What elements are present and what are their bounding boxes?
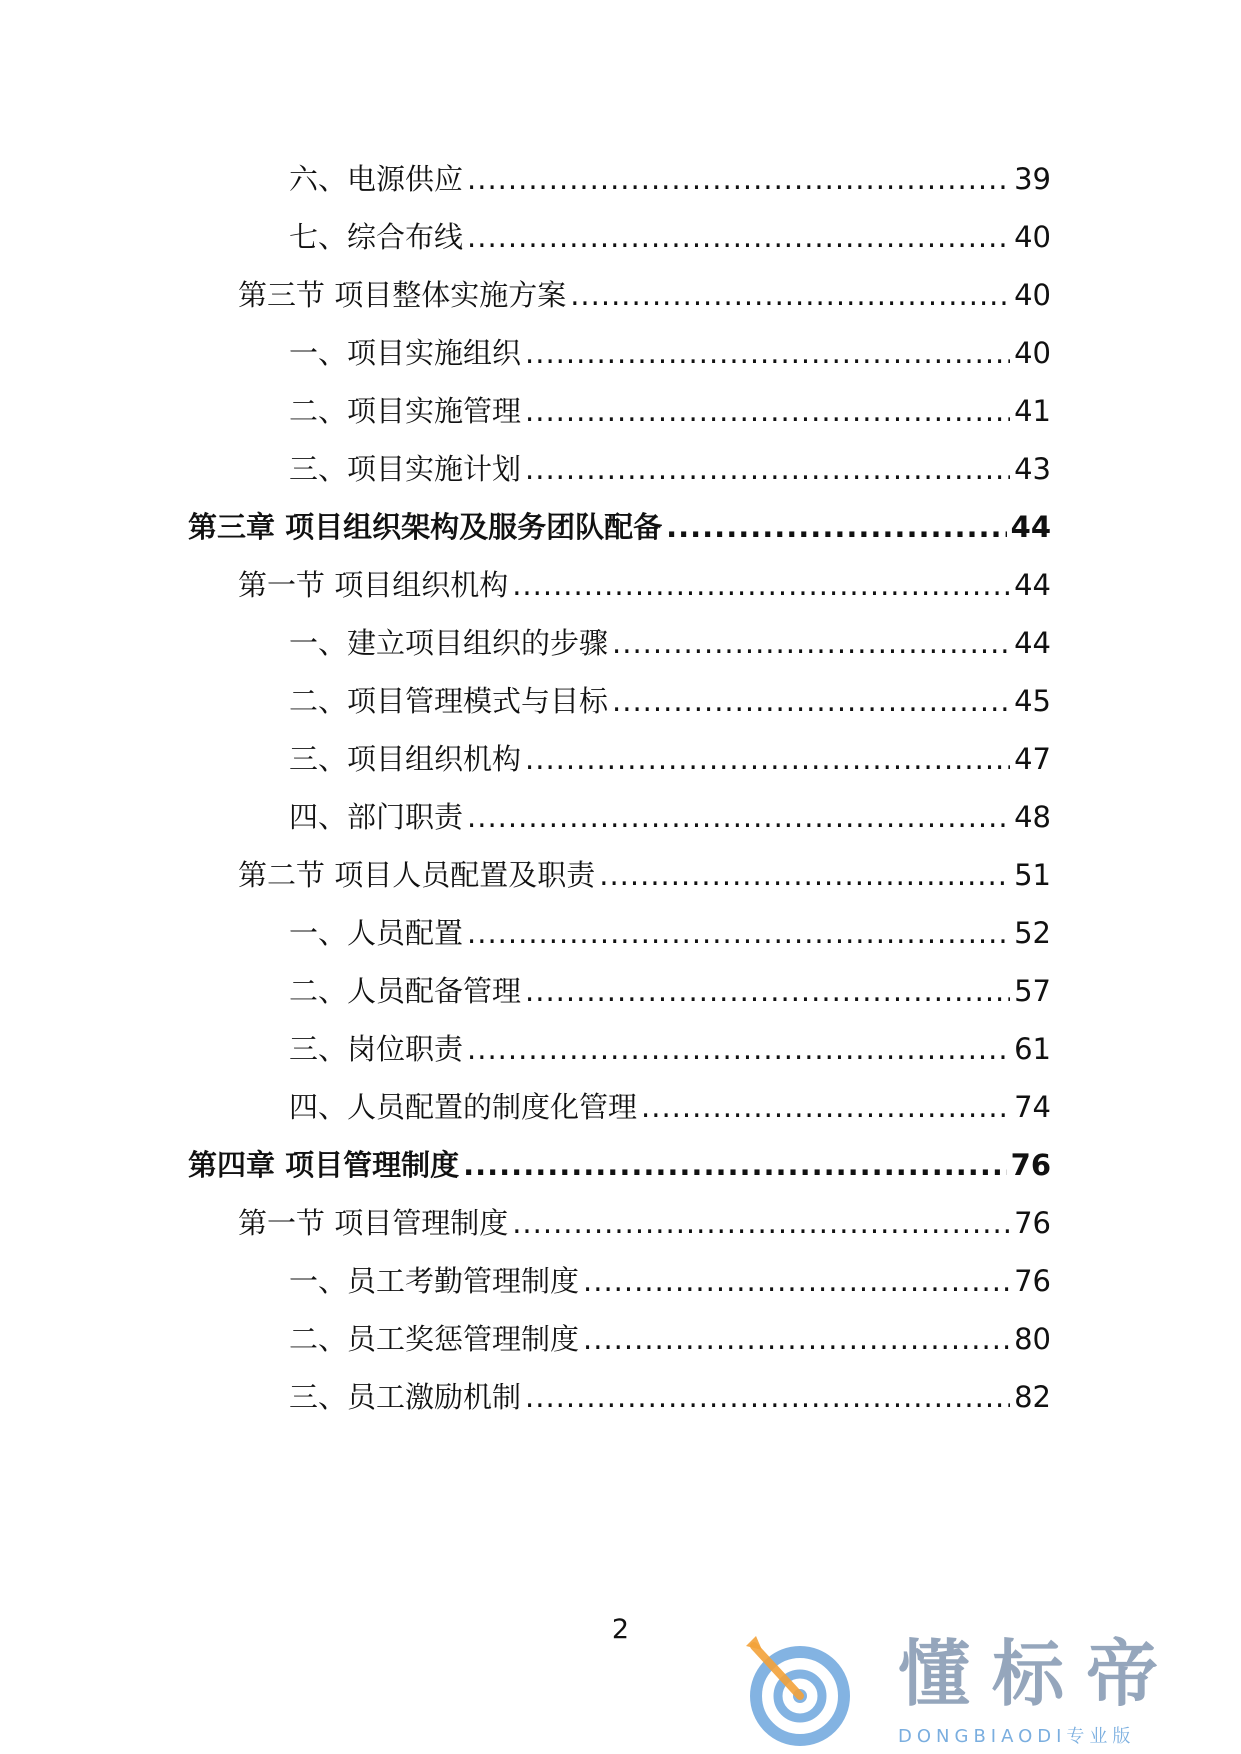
toc-entry-title: 第一节 项目管理制度	[238, 1206, 509, 1238]
toc-leader-dots	[512, 571, 1010, 600]
toc-entry-title: 二、人员配备管理	[289, 974, 522, 1006]
toc-entry[interactable]	[289, 666, 1051, 716]
toc-leader-dots	[599, 861, 1010, 890]
toc-entry-title: 二、员工奖惩管理制度	[289, 1322, 580, 1354]
toc-entry[interactable]	[289, 724, 1051, 774]
toc-entry-page: 40	[1014, 336, 1051, 368]
toc-entry-page: 43	[1014, 452, 1051, 484]
toc-entry-title: 三、员工激励机制	[289, 1380, 522, 1412]
toc-entry-title: 四、部门职责	[289, 800, 464, 832]
toc-entry-title: 一、员工考勤管理制度	[289, 1264, 580, 1296]
watermark-brand: 懂标帝	[898, 1632, 1181, 1716]
toc-entry[interactable]	[289, 1362, 1051, 1412]
toc-entry-title: 一、人员配置	[289, 916, 464, 948]
toc-leader-dots	[467, 223, 1010, 252]
toc-entry-page: 74	[1014, 1090, 1051, 1122]
toc-leader-dots	[467, 165, 1010, 194]
toc-entry-page: 40	[1014, 278, 1051, 310]
toc-leader-dots	[583, 1325, 1010, 1354]
toc-entry-page: 47	[1014, 742, 1051, 774]
toc-leader-dots	[612, 687, 1010, 716]
toc-chapter-entry[interactable]	[188, 492, 1051, 542]
toc-entry[interactable]	[289, 1304, 1051, 1354]
toc-entry-title: 二、项目实施管理	[289, 394, 522, 426]
toc-entry[interactable]	[289, 956, 1051, 1006]
toc-leader-dots	[525, 397, 1010, 426]
toc-entry[interactable]	[289, 608, 1051, 658]
toc-leader-dots	[525, 455, 1010, 484]
toc-entry-page: 40	[1014, 220, 1051, 252]
toc-entry-title: 六、电源供应	[289, 162, 464, 194]
toc-entry[interactable]	[289, 376, 1051, 426]
toc-entry[interactable]	[289, 1072, 1051, 1122]
toc-entry-page: 80	[1014, 1322, 1051, 1354]
toc-entry-page: 44	[1010, 510, 1051, 542]
toc-entry-page: 76	[1010, 1148, 1051, 1180]
toc-entry[interactable]	[289, 782, 1051, 832]
watermark	[740, 1632, 1210, 1750]
toc-entry-title: 七、综合布线	[289, 220, 464, 252]
toc-entry-title: 四、人员配置的制度化管理	[289, 1090, 638, 1122]
toc-entry-title: 三、项目实施计划	[289, 452, 522, 484]
toc-chapter-entry[interactable]	[188, 1130, 1051, 1180]
toc-entry-page: 51	[1014, 858, 1051, 890]
toc-entry[interactable]	[238, 840, 1051, 890]
toc-leader-dots	[525, 745, 1010, 774]
toc-leader-dots	[525, 977, 1010, 1006]
toc-leader-dots	[467, 919, 1010, 948]
toc-entry[interactable]	[289, 318, 1051, 368]
toc-leader-dots	[512, 1209, 1010, 1238]
toc-entry-page: 45	[1014, 684, 1051, 716]
watermark-subtitle: DONGBIAODI专业版	[898, 1726, 1136, 1747]
toc-entry-title: 第四章 项目管理制度	[188, 1148, 460, 1180]
toc-entry-title: 三、岗位职责	[289, 1032, 464, 1064]
toc-entry[interactable]	[238, 260, 1051, 310]
target-arrow-icon	[740, 1632, 858, 1750]
toc-entry-title: 第三节 项目整体实施方案	[238, 278, 567, 310]
toc-entry[interactable]	[238, 1188, 1051, 1238]
toc-entry[interactable]	[289, 1014, 1051, 1064]
toc-entry[interactable]	[289, 144, 1051, 194]
toc-entry-title: 一、建立项目组织的步骤	[289, 626, 609, 658]
toc-entry-title: 第二节 项目人员配置及职责	[238, 858, 596, 890]
toc-entry-page: 41	[1014, 394, 1051, 426]
toc-leader-dots	[641, 1093, 1010, 1122]
toc-entry-title: 一、项目实施组织	[289, 336, 522, 368]
toc-leader-dots	[612, 629, 1010, 658]
toc-entry[interactable]	[238, 550, 1051, 600]
toc-entry-page: 82	[1014, 1380, 1051, 1412]
toc-leader-dots	[463, 1151, 1007, 1180]
toc-entry-page: 52	[1014, 916, 1051, 948]
toc-entry[interactable]	[289, 434, 1051, 484]
toc-entry[interactable]	[289, 1246, 1051, 1296]
toc-leader-dots	[570, 281, 1010, 310]
toc-entry-page: 61	[1014, 1032, 1051, 1064]
toc-entry-page: 57	[1014, 974, 1051, 1006]
toc-entry-page: 44	[1014, 626, 1051, 658]
toc-entry[interactable]	[289, 898, 1051, 948]
toc-leader-dots	[525, 1383, 1010, 1412]
toc-entry-page: 76	[1014, 1206, 1051, 1238]
toc-entry-title: 三、项目组织机构	[289, 742, 522, 774]
toc-leader-dots	[666, 513, 1007, 542]
page-number: 2	[611, 1614, 630, 1645]
toc-entry[interactable]	[289, 202, 1051, 252]
toc-leader-dots	[583, 1267, 1010, 1296]
toc-entry-title: 第三章 项目组织架构及服务团队配备	[188, 510, 663, 542]
toc-entry-page: 39	[1014, 162, 1051, 194]
toc-entry-page: 44	[1014, 568, 1051, 600]
toc-entry-page: 76	[1014, 1264, 1051, 1296]
toc-entry-title: 第一节 项目组织机构	[238, 568, 509, 600]
toc-leader-dots	[467, 1035, 1010, 1064]
toc-leader-dots	[467, 803, 1010, 832]
toc-leader-dots	[525, 339, 1010, 368]
toc-entry-title: 二、项目管理模式与目标	[289, 684, 609, 716]
toc-entry-page: 48	[1014, 800, 1051, 832]
